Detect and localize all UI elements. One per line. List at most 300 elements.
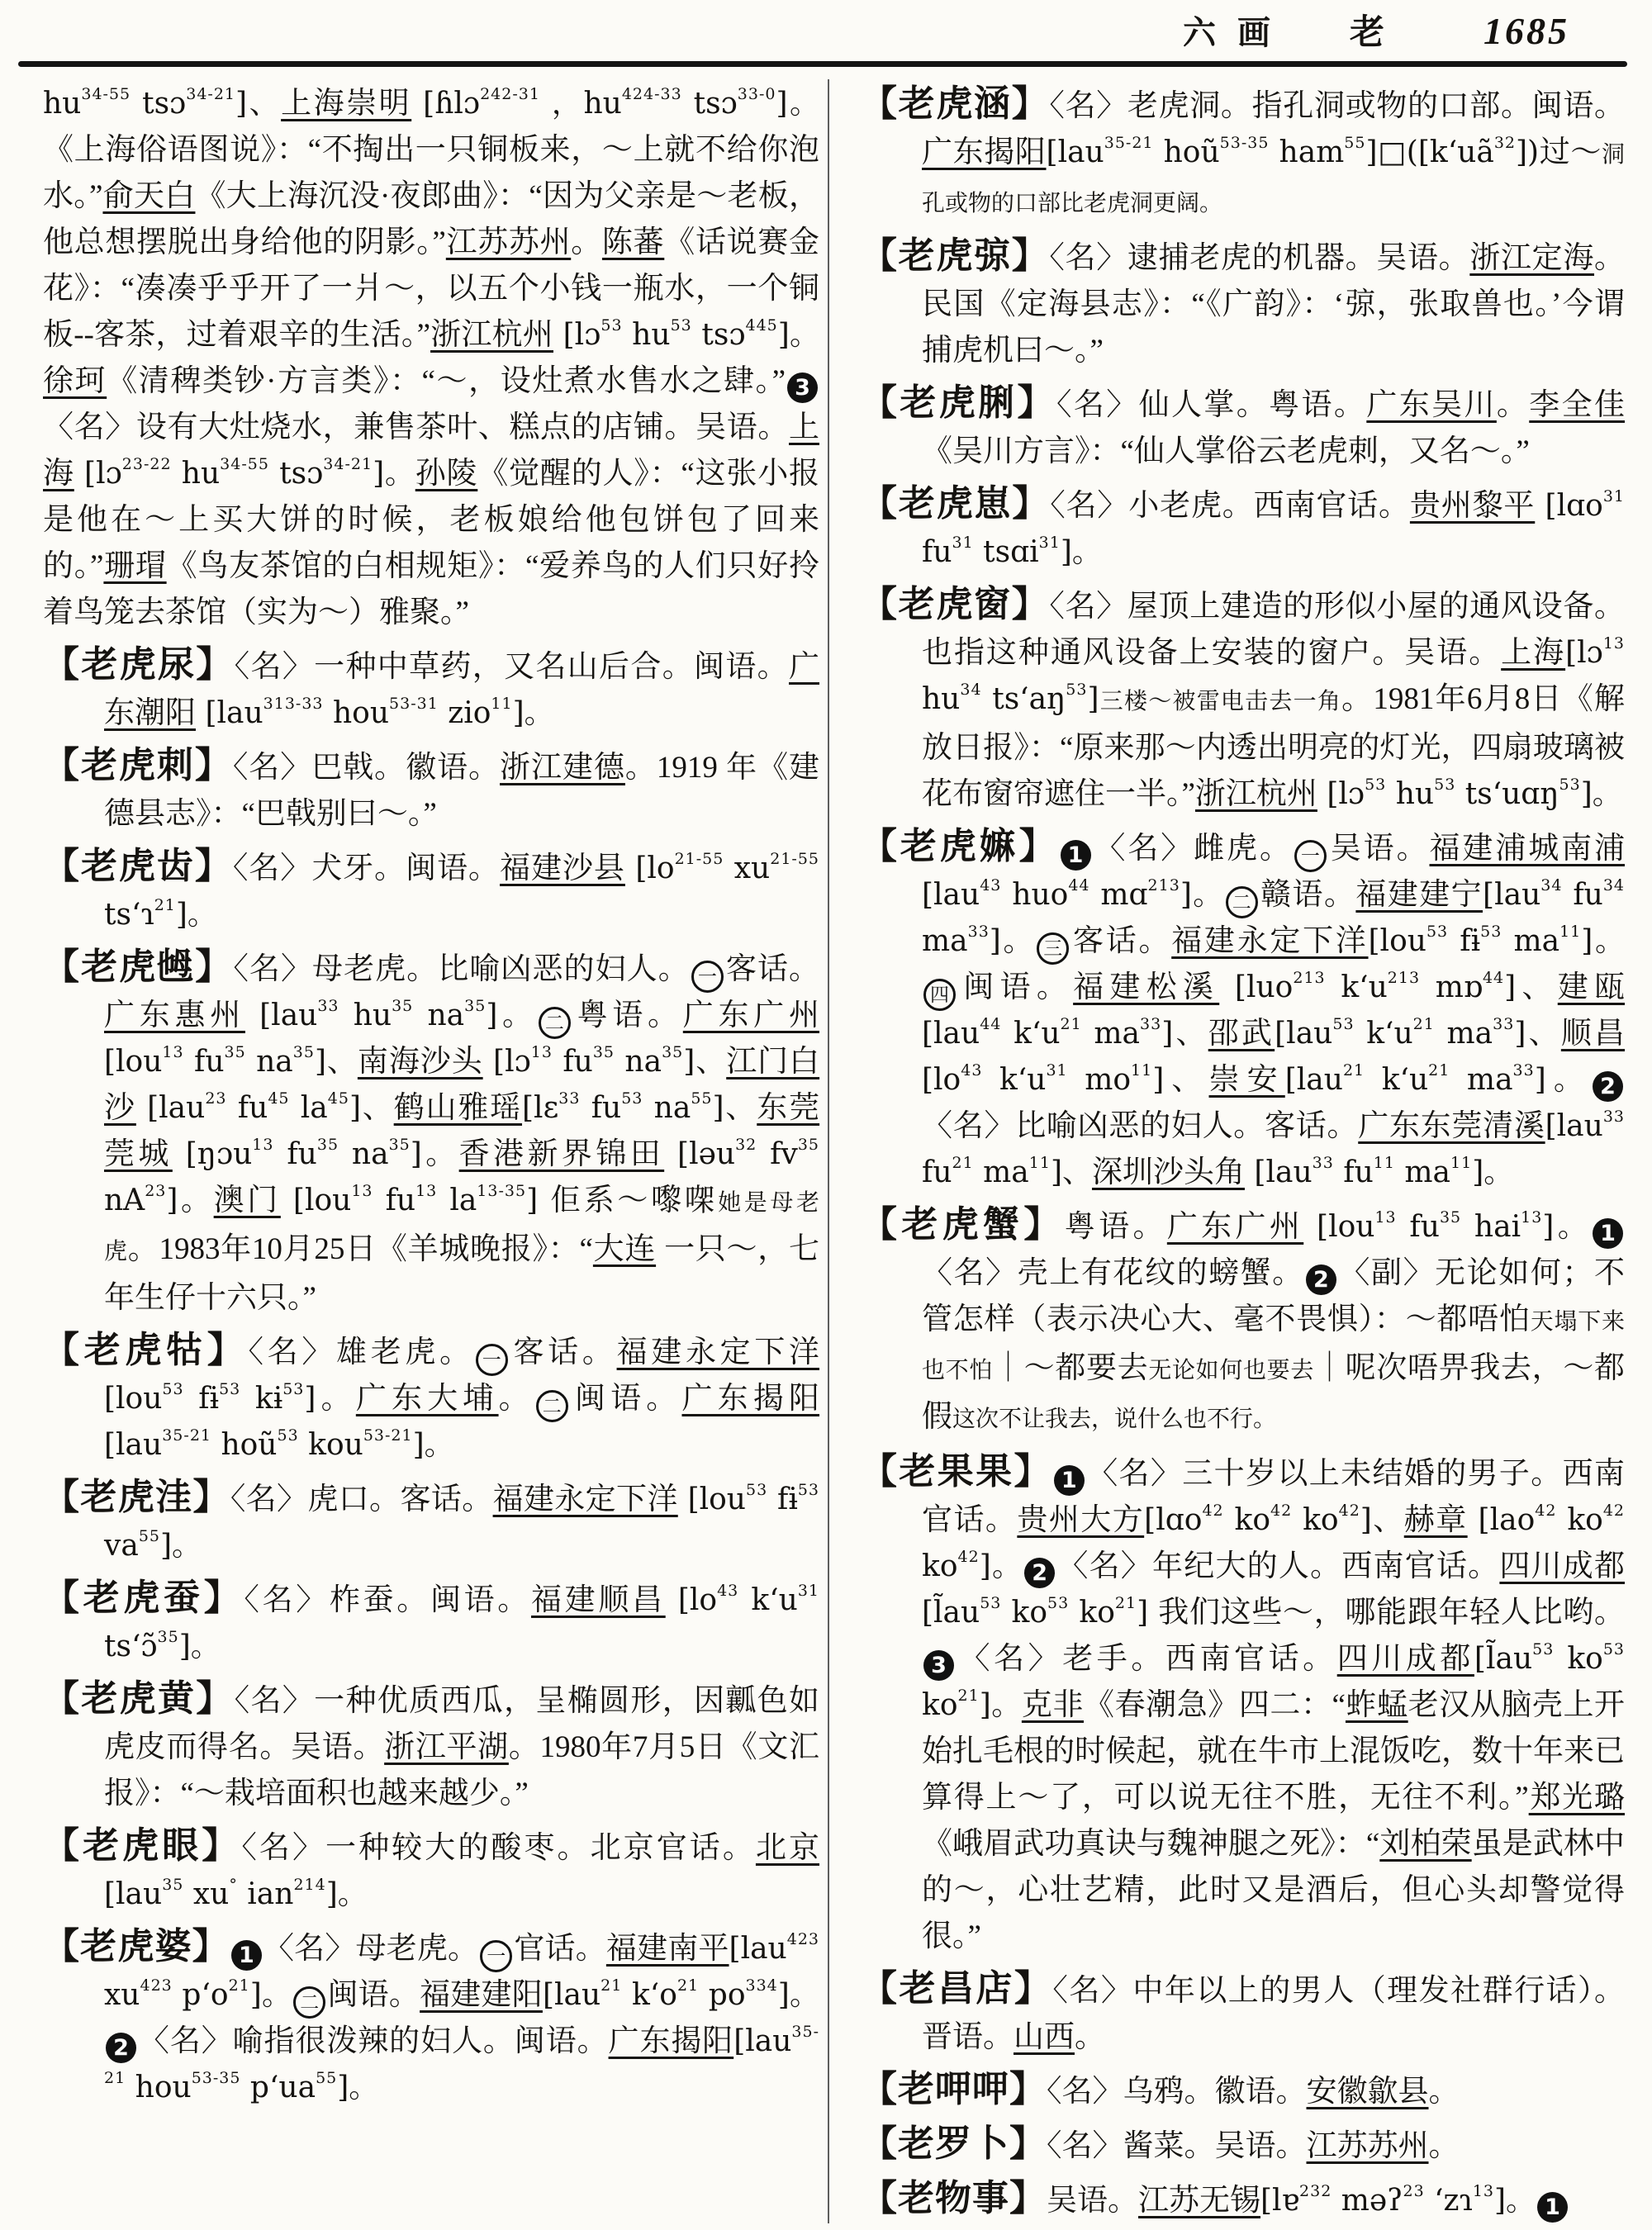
tone-superscript: 34-55 [220,455,269,473]
proper-noun: 上海崇明 [281,87,412,121]
text-run: 《峨眉武功真诀与魏神腿之死》：“ [922,1827,1380,1861]
text-run: 虽是武林中的～，心壮艺精，此时又是酒后，但心头却警觉得很。” [922,1827,1626,1953]
dictionary-entry [43,743,819,837]
dictionary-entry [43,1327,819,1468]
page-header [0,5,1569,58]
phonetic-transcription: [lau$^{23}$ $fu^{45}$ $la^{45}$]、 [135,1089,394,1125]
dictionary-entry [43,843,819,938]
phonetic-transcription: [$l̃au^{53}$ $ko^{53}$ $ko^{21}$] [922,1594,1159,1630]
phonetic-transcription: [lau$^{423}$ $xu^{423}$ $p‘o^{21}$]。 [104,1930,820,2012]
tone-superscript: 35 [292,1043,315,1061]
tone-superscript: 33 [317,997,339,1015]
proper-noun: 蚱蜢 [1345,1688,1408,1722]
proper-noun: 广东揭阳 [922,135,1047,169]
tone-superscript: 35 [316,1136,339,1154]
text-run: 〈名〉柞蚕。闽语。 [244,1583,531,1617]
entry-headword: 【老虎窗】 [861,584,1050,624]
text-run: 《觉醒的人》：“这张小报是他在～上买大饼的时候，老板娘给他包饼包了回来的。” [43,457,819,583]
tone-superscript: 13 [252,1136,274,1154]
dictionary-entry [43,1823,819,1918]
tone-superscript: 43 [717,1582,739,1600]
proper-noun: 李全佳 [1529,388,1626,422]
proper-noun: 建瓯 [1557,970,1626,1004]
tone-superscript: 53 [1332,1015,1355,1033]
phonetic-transcription: [lɑo$^{42}$ $ko^{42}$ $ko^{42}$]、 [1144,1502,1404,1537]
proper-noun: 浙江平湖 [384,1730,509,1764]
tone-superscript: 213 [1293,969,1326,987]
tone-superscript: 13 [1521,1208,1543,1226]
column-divider [828,79,829,2223]
proper-noun: 福建永定下洋 [616,1336,820,1369]
text-run: 《吴川方言》：“仙人掌俗云老虎刺，又名～。” [922,434,1530,468]
text-run: 〈名〉中年以上的男人（理发社群行话）。晋语。 [922,1974,1626,2054]
phonetic-transcription: [lau$^{35-21}$ hoũ$^{53-35}$ $ham^{55}]□([k‘uã^{32}])$ [1046,134,1540,169]
tone-superscript: 232 [1299,2182,1332,2200]
entry-headword: 【老虎刺】 [43,745,233,785]
text-run: 闽语。 [327,1978,420,2012]
tone-superscript: 53 [1365,776,1387,794]
tone-superscript: 21 [957,1687,980,1705]
tone-superscript: 35 [1439,1208,1462,1226]
tone-superscript: 13-35 [477,1182,527,1200]
entry-headword: 【老虎牯】 [43,1330,249,1370]
text-run: 吴语。 [1327,832,1430,866]
tone-superscript: 11 [491,695,513,713]
text-run: 。1919 年《建德县志》：“巴戟别曰～。” [104,751,820,831]
tone-superscript: 44 [1482,969,1505,987]
text-run: ｜呢次唔畀我去，～都假 [922,1351,1625,1434]
tone-superscript: 53 [219,1380,241,1398]
phonetic-transcription: [ɦlɔ$^{242-31}$ ，$hu^{424-33}$ tsɔ$^{33-0}$]。 [411,85,820,121]
tone-superscript: 53 [1047,1594,1070,1612]
dictionary-entry [861,380,1625,475]
text-run: 〈名〉乌鸦。徽语。 [1047,2075,1307,2109]
proper-noun: 浙江杭州 [1194,777,1317,811]
proper-noun: 香港新界锦田 [458,1137,665,1171]
text-run: 赣语。 [1259,878,1356,912]
tone-superscript: 53 [746,1481,768,1499]
tone-superscript: 53 [282,1380,305,1398]
proper-noun: 江苏苏州 [445,225,572,259]
tone-superscript: 13 [351,1182,373,1200]
proper-noun: 广东东莞清溪 [1358,1109,1545,1143]
phonetic-transcription: [ləu$^{32}$ $fv^{35}$ $nA^{23}$]。 [104,1136,819,1217]
text-run: 闽语。 [569,1382,682,1416]
tone-superscript: 53 [980,1594,1002,1612]
text-run: 〈名〉酱菜。吴语。 [1047,2129,1307,2163]
proper-noun: 福建南平 [605,1932,729,1966]
tone-superscript: 34-55 [81,85,131,103]
right-column [861,81,1625,2230]
tone-superscript: 11 [1373,1154,1395,1172]
sense-number-badge: 1 [1537,2192,1568,2223]
tone-superscript: 21 [1114,1594,1137,1612]
proper-noun: 东莞莞城 [104,1091,820,1171]
proper-noun: 北京 [755,1831,820,1865]
proper-noun: 孙陵 [415,457,478,491]
tone-superscript: 21 [1060,1015,1082,1033]
gloss-text: 天塌下来也不怕 [922,1309,1625,1383]
entry-headword: 【老虎黄】 [43,1678,235,1719]
proper-noun: 四川成都 [1499,1549,1626,1583]
sense-number-badge: 3 [787,372,818,403]
tone-superscript: 42 [1338,1502,1360,1520]
tone-superscript: 31 [952,534,974,552]
subsense-number-badge: 二 [293,1986,325,2019]
subsense-number-badge: 一 [1294,840,1327,872]
proper-noun: 上海 [1501,636,1566,670]
phonetic-transcription: [lɔ$^{13}$ $hu^{34}$ $ts‘aŋ^{53}$] [922,634,1626,716]
tone-superscript: 45 [268,1089,290,1108]
tone-superscript: 313-33 [263,695,324,713]
tone-superscript: 35 [388,1136,411,1154]
text-run: 客话。 [1070,924,1172,958]
tone-superscript: 31 [797,1582,820,1600]
proper-noun: 四川成都 [1336,1642,1474,1676]
phonetic-transcription: [lau$^{35-21}$ hou$^{53-35}$ $p‘ua^{55}$]。 [104,2023,820,2104]
dictionary-entry [861,2175,1625,2224]
tone-superscript: 11 [1131,1061,1153,1079]
dictionary-entry [861,581,1625,818]
phonetic-transcription: [lou$^{53}$ fɨ$^{53}$ kɨ$^{53}$]。 [104,1380,356,1416]
sense-number-badge: 1 [1593,1218,1623,1249]
text-run: 我们这些～，哪能跟年轻人比哟。 [1158,1596,1626,1630]
proper-noun: 江门白沙 [104,1045,820,1125]
text-run: 〈名〉逮捕老虎的机器。吴语。 [1049,241,1470,275]
text-run: 。 [498,1382,534,1416]
phonetic-transcription: [lau$^{21}$ $k‘o^{21}$ $po^{334}$]。 [542,1976,820,2012]
phonetic-transcription: [lou$^{13}$ $fu^{13}$ $la^{13-35}$] [280,1182,551,1217]
proper-noun: 江苏苏州 [1306,2129,1429,2163]
tone-superscript: 35 [592,1043,615,1061]
proper-noun: 广东大埔 [355,1382,499,1416]
tone-superscript: 43 [961,1061,983,1079]
text-run: 。1981年6月8日《解放日报》：“原来那～内透出明亮的灯光，四扇玻璃被花布窗帘遮住一半。” [922,682,1625,811]
gloss-text: 她是母老虎 [104,1190,820,1264]
proper-noun: 贵州大方 [1017,1503,1145,1537]
subsense-number-badge: 二 [1226,886,1258,918]
proper-noun: 浙江杭州 [430,318,553,352]
tone-superscript: 55 [1344,134,1366,152]
tone-superscript: 13 [530,1043,553,1061]
proper-noun: 克非 [1021,1688,1085,1722]
text-run: 《上海俗语图说》：“不掏出一只铜板来，～上就不给你泡水。” [43,133,819,213]
tone-superscript: 23 [145,1182,167,1200]
gloss-text: 这次不让我去，说什么也不行。 [952,1407,1277,1432]
dictionary-entry [861,2121,1625,2170]
tone-superscript: 35 [157,1628,179,1646]
dictionary-entry [861,1966,1625,2061]
tone-superscript: 242-31 [480,85,540,103]
tone-superscript: 33 [967,923,990,941]
tone-superscript: 11 [1559,923,1582,941]
phonetic-transcription: [lau$^{33}$ $hu^{35}$ $na^{35}$]。 [244,997,537,1032]
radical-label: 老 [1349,14,1384,52]
tone-superscript: 53 [601,316,623,334]
tone-superscript: 53 [797,1481,820,1499]
proper-noun: 山西 [1014,2020,1075,2054]
text-run: 佢系～嚟㗎 [550,1184,719,1217]
dictionary-entry [43,1474,819,1569]
proper-noun: 贵州黎平 [1409,489,1536,523]
text-run: 〈名〉虎口。客话。 [230,1483,493,1516]
proper-noun: 福建建阳 [420,1978,543,2012]
tone-superscript: 53 [277,1426,299,1445]
text-run: 〈名〉老手。西南官话。 [956,1642,1337,1676]
tone-superscript: 21 [1428,1061,1450,1079]
proper-noun: 徐珂 [43,364,107,398]
entry-headword: 【老虎蟹】 [861,1204,1065,1245]
phonetic-transcription: [lɔ$^{23-22}$ $hu^{34-55}$ tsɔ$^{34-21}$]。 [74,455,415,491]
proper-noun: 上海 [43,410,819,491]
text-run: 。 [1428,2129,1460,2163]
tone-superscript: 35-21 [1104,134,1154,152]
text-run: 老汉从脑壳上开始扎毛根的时候起，就在牛市上混饭吃，数十年来已算得上～了，可以说无往不胜，无往不利。” [922,1688,1626,1815]
tone-superscript: 31 [1602,487,1626,505]
dictionary-entry [861,1449,1625,1960]
sense-number-badge: 1 [1061,840,1091,871]
tone-superscript: 53 [670,316,692,334]
phonetic-transcription: [lɐ$^{232}$ məʔ$^{23}$ ‘zɿ$^{13}$]。 [1260,2182,1536,2218]
text-run: 〈名〉喻指很泼辣的妇人。闽语。 [138,2024,609,2058]
text-run: 〈名〉雄老虎。 [248,1336,474,1369]
subsense-number-badge: 四 [923,979,956,1011]
text-run: 〈名〉年纪大的人。西南官话。 [1056,1549,1500,1583]
proper-noun: 大连 [592,1232,657,1266]
tone-superscript: 21 [1342,1061,1365,1079]
proper-noun: 浙江定海 [1469,241,1595,275]
tone-superscript: 23 [1403,2182,1425,2200]
text-run: 《鸟友茶馆的白相规矩》：“爱养鸟的人们只好拎着鸟笼去茶馆（实为～）雅聚。” [43,549,820,629]
text-run: 客话。 [724,952,820,986]
entry-headword: 【老昌店】 [861,1968,1053,2009]
phonetic-transcription: [lau$^{44}$ $k‘u^{21}$ $ma^{33}$]、 [922,1015,1208,1051]
proper-noun: 福建建宁 [1355,878,1483,912]
tone-superscript: 53 [1480,923,1502,941]
tone-superscript: 21 [952,1154,974,1172]
proper-noun: 福建永定下洋 [1171,924,1369,958]
tone-superscript: 53 [1434,776,1456,794]
tone-superscript: 33-0 [737,85,776,103]
tone-superscript: 55 [316,2069,338,2087]
gloss-text: 洞孔或物的口部比老虎洞更阔。 [922,142,1626,216]
tone-superscript: 21-55 [674,850,724,868]
tone-superscript: 424-33 [621,85,682,103]
entry-headword: 【老虎嫲】 [861,826,1059,866]
phonetic-transcription: [lau$^{33}$ $fu^{11}$ $ma^{11}$]。 [1244,1154,1514,1189]
entry-headword: 【老呷呷】 [861,2069,1047,2109]
sense-number-badge: 1 [1054,1465,1085,1496]
tone-superscript: 53 [1602,1640,1626,1658]
phonetic-transcription: [ŋɔu$^{13}$ $fu^{35}$ $na^{35}$]。 [172,1136,459,1171]
subsense-number-badge: 二 [536,1390,568,1422]
stroke-section-label: 六画 [1182,14,1292,51]
proper-noun: 刘柏荣 [1379,1827,1472,1861]
entry-headword: 【老罗卜】 [861,2123,1047,2164]
tone-superscript: 34-21 [323,455,373,473]
proper-noun: 赫章 [1403,1503,1468,1537]
phonetic-transcription: [$lo^{43}$ $k‘u^{31}$ ts‘ɔ̃$^{35}$]。 [104,1582,820,1663]
phonetic-transcription: [lau$^{33}$ $fu^{21}$ $ma^{11}$]、 [922,1108,1626,1189]
tone-superscript: 445 [745,316,778,334]
tone-superscript: 53 [1426,923,1449,941]
tone-superscript: 34 [1540,876,1563,894]
tone-superscript: 35 [224,1043,246,1061]
entry-headword: 【老虎崽】 [861,483,1051,524]
text-run: 吴语。 [1047,2184,1138,2218]
entry-headword: 【老果果】 [861,1451,1052,1492]
dictionary-entry [861,233,1625,374]
text-run: 粤语。 [1064,1210,1167,1244]
proper-noun: 澳门 [213,1184,281,1217]
entry-headword: 【老虎洼】 [43,1477,230,1517]
entry-headword: 【老虎弶】 [861,235,1050,276]
text-run: 。1980年7月5日《文汇报》：“～栽培面积也越来越少。” [104,1730,820,1810]
proper-noun: 南海沙头 [357,1045,483,1079]
tone-superscript: 34 [1602,876,1626,894]
dictionary-entry [861,81,1625,227]
proper-noun: 广东广州 [682,999,820,1032]
entry-headword: 【老虎蚕】 [43,1578,244,1618]
tone-superscript: 53-35 [191,2069,241,2087]
tone-superscript: 35-21 [104,2023,820,2087]
sense-number-badge: 2 [1593,1071,1623,1102]
phonetic-transcription: [lɔ$^{13}$ $fu^{35}$ $na^{35}$]、 [482,1043,727,1079]
page-number: 1685 [1483,10,1569,52]
text-run: 《大上海沉没·夜郎曲》：“因为父亲是～老板，他总想摆脱出身给他的阴影。” [43,179,819,259]
dictionary-entry [43,81,819,636]
tone-superscript: 42 [1202,1502,1224,1520]
tone-superscript: 42 [1535,1502,1557,1520]
proper-noun: 广东揭阳 [681,1382,820,1416]
proper-noun: 广东揭阳 [608,2024,734,2058]
tone-superscript: 53 [1066,681,1088,699]
dictionary-entry [43,1575,819,1670]
tone-superscript: 42 [1602,1502,1626,1520]
text-run: 〈名〉小老虎。西南官话。 [1050,489,1410,523]
tone-superscript: 42 [957,1548,980,1566]
phonetic-transcription: [$lo^{43}$ $k‘u^{31}$ $mo^{11}$]、 [922,1061,1209,1097]
proper-noun: 俞天白 [102,179,196,213]
proper-noun: 广东吴川 [1366,388,1497,422]
tone-superscript: 423 [140,1976,173,1995]
phonetic-transcription: [lou$^{13}$ $fu^{35}$ $na^{35}$]、 [104,1043,358,1079]
proper-noun: 福建松溪 [1073,970,1220,1004]
gloss-text: 无论如何也要去 [1148,1358,1314,1383]
tone-superscript: 33 [1512,1061,1535,1079]
tone-superscript: 21 [228,1976,250,1995]
text-run: 〈名〉巴戟。徽语。 [232,751,501,785]
tone-superscript: 53-21 [363,1426,413,1445]
tone-superscript: 32 [1493,134,1516,152]
entry-headword: 【老物事】 [861,2178,1047,2218]
phonetic-transcription: [lau$^{53}$ $k‘u^{21}$ $ma^{33}$]、 [1275,1015,1561,1051]
tone-superscript: 423 [786,1930,820,1948]
proper-noun: 鹤山雅瑶 [393,1091,523,1125]
text-run: ｜～都要去 [993,1351,1149,1385]
tone-superscript: 33 [1140,1015,1162,1033]
text-run: 〈名〉屋顶上建造的形似小屋的通风设备。也指这种通风设备上安装的窗户。吴语。 [922,590,1626,670]
phonetic-transcription: [lau$^{35}$ xu° ian$^{214}$]。 [104,1876,368,1911]
phonetic-transcription: [lou$^{53}$ fɨ$^{53}$ $va^{55}$]。 [104,1481,820,1563]
phonetic-transcription: [lɛ$^{33}$ $fu^{53}$ $na^{55}$]、 [522,1089,757,1125]
tone-superscript: 53 [621,1089,643,1108]
tone-superscript: 33 [558,1089,581,1108]
proper-noun: 福建浦城南浦 [1429,832,1626,866]
sense-number-badge: 1 [231,1940,262,1971]
text-run: 《清稗类钞·方言类》：“～，设灶煮水售水之肆。” [107,364,786,398]
tone-superscript: 33 [1312,1154,1334,1172]
tone-superscript: 213 [1147,876,1180,894]
entry-headword: 【老虎脷】 [861,382,1056,423]
tone-superscript: 11 [1450,1154,1473,1172]
tone-superscript: 31 [1038,534,1061,552]
text-run: 客话。 [509,1336,617,1369]
proper-noun: 福建沙县 [500,852,625,885]
subsense-number-badge: 二 [539,1007,571,1039]
proper-noun: 深圳沙头角 [1091,1155,1245,1189]
gloss-text: 三楼～被雷电击去一角 [1099,689,1342,714]
tone-superscript: 21 [154,896,176,914]
dictionary-entry [43,1924,819,2111]
tone-superscript: 44 [1068,876,1090,894]
entry-headword: 【老虎齿】 [43,846,233,886]
tone-superscript: 35 [162,1876,184,1894]
subsense-number-badge: 一 [691,961,724,993]
tone-superscript: 214 [293,1876,326,1894]
tone-superscript: 55 [691,1089,713,1108]
tone-superscript: 35 [464,997,487,1015]
text-run: 〈名〉壳上有花纹的螃蟹。 [922,1256,1304,1290]
entry-headword: 【老虎婆】 [43,1926,230,1967]
proper-noun: 福建永定下洋 [492,1483,678,1516]
phonetic-transcription: [lao$^{42}$ $ko^{42}$ $ko^{42}$]。 [922,1502,1626,1583]
tone-superscript: 21 [1412,1015,1435,1033]
header-rule [18,61,1627,67]
sense-number-badge: 2 [1306,1264,1336,1295]
tone-superscript: 334 [745,1976,778,1995]
tone-superscript: 53-31 [389,695,439,713]
tone-superscript: 35 [392,997,414,1015]
text-run: 《话说赛金花》：“凑凑乎乎开了一爿～，以五个小钱一瓶水，一个铜板--客茶，过着艰辛的生活。” [43,225,820,352]
dictionary-entry [861,823,1625,1196]
tone-superscript: 13 [415,1182,438,1200]
tone-superscript: 35 [662,1043,684,1061]
tone-superscript: 213 [1387,969,1421,987]
text-run: 〈名〉三十岁以上未结婚的男子。西南官话。 [922,1457,1626,1537]
text-run: 官话。 [514,1932,606,1966]
text-run: 粤语。 [572,999,683,1032]
text-run: 。 [1496,388,1530,422]
dictionary-entry [43,642,819,737]
tone-superscript: 21-55 [770,850,820,868]
tone-superscript: 42 [1270,1502,1293,1520]
phonetic-transcription: [luo$^{213}$ $k‘u^{213}$ mɒ$^{44}$]、 [1219,969,1558,1004]
tone-superscript: 33 [1602,1108,1626,1126]
tone-superscript: 13 [1472,2182,1495,2200]
tone-superscript: 13 [162,1043,184,1061]
tone-superscript: 45 [327,1089,349,1108]
tone-superscript: ° [229,1876,238,1894]
subsense-number-badge: 一 [476,1344,508,1376]
text-run: 。 [1428,2075,1460,2109]
phonetic-transcription: [lau$^{21}$ $k‘u^{21}$ $ma^{33}$]。 [1284,1061,1592,1097]
tone-superscript: 34-21 [186,85,236,103]
sense-number-badge: 3 [923,1650,954,1681]
tone-superscript: 53 [1532,1640,1555,1658]
proper-noun: 崇安 [1208,1063,1285,1097]
sense-number-badge: 2 [1024,1558,1055,1588]
